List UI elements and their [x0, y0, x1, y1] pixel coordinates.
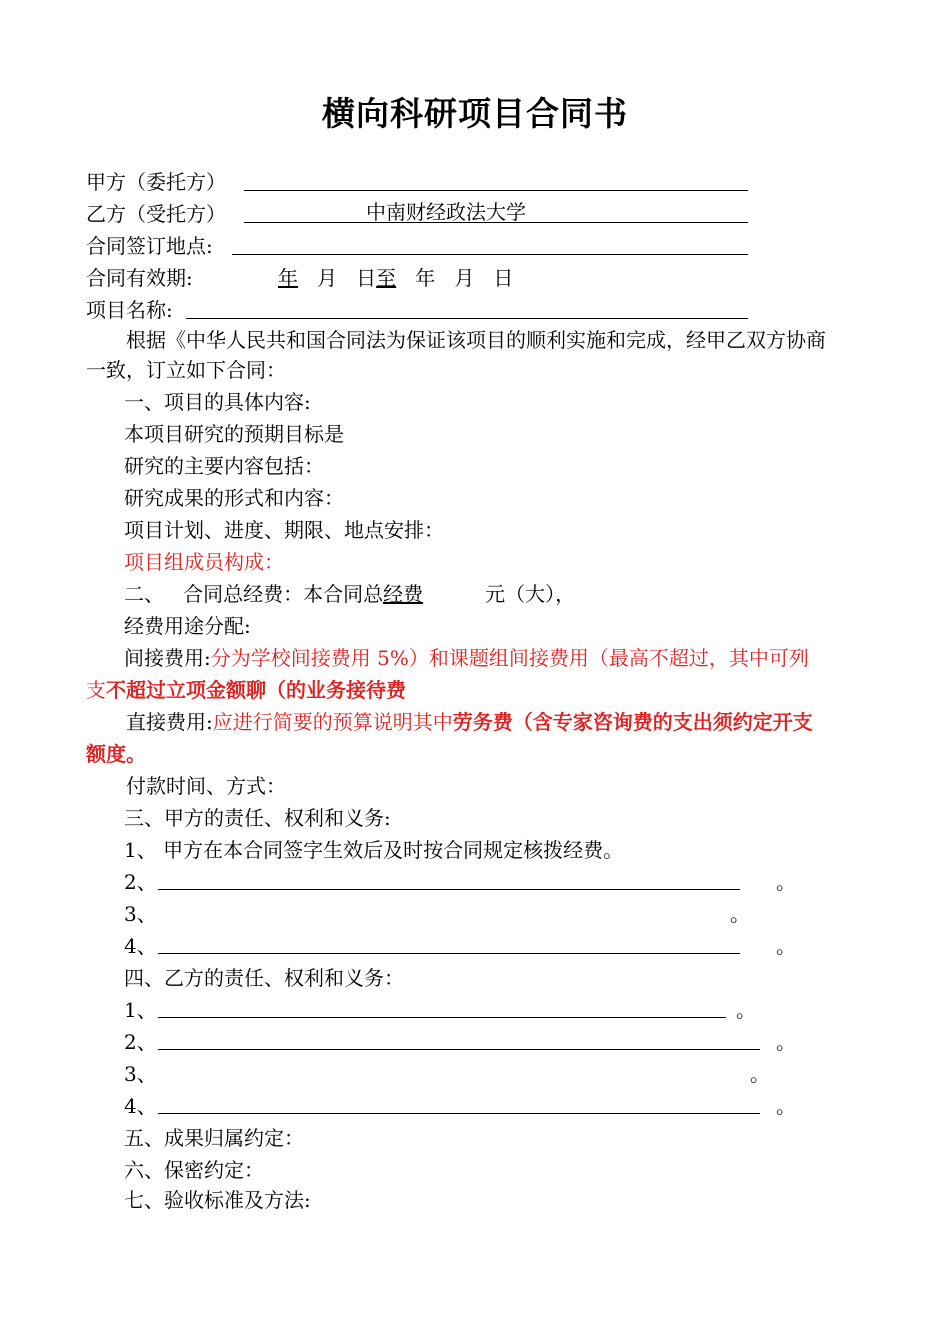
section4-item-4-number: 4、: [124, 1094, 157, 1118]
section1-members: 项目组成员构成：: [124, 550, 284, 574]
indirect-text-2a: 支: [86, 678, 106, 702]
section4-item-2-number: 2、: [124, 1030, 157, 1054]
validity-month-start: 月: [317, 266, 338, 290]
section5-heading: 五、成果归属约定：: [124, 1126, 304, 1150]
party-a-label: 甲方（委托方）: [86, 170, 226, 194]
section2-funds-word: 经费: [383, 582, 424, 606]
intro-line-2: 一致，订立如下合同：: [86, 358, 286, 382]
section4-item-2-period: 。: [776, 1030, 796, 1054]
intro-line-1: 根据《中华人民共和国合同法为保证该项目的顺利实施和完成，经甲乙双方协商: [126, 328, 826, 352]
validity-month-end: 月: [454, 266, 475, 290]
section1-heading: 一、项目的具体内容:: [124, 390, 311, 414]
section1-result: 研究成果的形式和内容：: [124, 486, 344, 510]
section2-usage: 经费用途分配:: [124, 614, 251, 638]
section2-number: 二、: [124, 582, 164, 606]
validity-row: [86, 264, 193, 292]
section7-heading: 七、验收标准及方法:: [124, 1188, 311, 1212]
indirect-label: 间接费用:: [124, 646, 211, 670]
section2-payment: 付款时间、方式：: [126, 774, 286, 798]
section6-heading: 六、保密约定：: [124, 1158, 264, 1182]
section3-item-3-period: 。: [730, 902, 750, 926]
sign-place-blank[interactable]: [232, 254, 748, 255]
party-b-row: [86, 200, 226, 228]
validity-year-end: 年: [415, 266, 436, 290]
section3-heading: 三、甲方的责任、权利和义务:: [124, 806, 391, 830]
section3-item-4-period: 。: [776, 934, 796, 958]
validity-dates: [278, 264, 513, 292]
sign-place-label: 合同签订地点:: [86, 234, 213, 258]
section2-title: 合同总经费：本合同总: [183, 582, 384, 606]
section1-goal: 本项目研究的预期目标是: [124, 422, 344, 446]
section3-item-3-number: 3、: [124, 902, 157, 926]
section4-item-4-period: 。: [776, 1094, 796, 1118]
section2-heading: [124, 580, 575, 608]
indirect-text-2b: 不超过立项金额聊（的业务接待费: [106, 678, 406, 702]
party-b-value: 中南财经政法大学: [366, 200, 526, 224]
section2-direct-row: [126, 708, 813, 736]
validity-label: 合同有效期:: [86, 266, 193, 290]
document-title: 横向科研项目合同书: [322, 94, 628, 133]
project-name-blank[interactable]: [186, 318, 748, 319]
section4-item-4-blank[interactable]: [158, 1113, 760, 1114]
section4-heading: 四、乙方的责任、权利和义务：: [124, 966, 404, 990]
section3-item-1: 1、 甲方在本合同签字生效后及时按合同规定核拨经费。: [124, 838, 624, 862]
section4-item-1-blank[interactable]: [158, 1017, 726, 1018]
section3-item-4-number: 4、: [124, 934, 157, 958]
project-name-label: 项目名称:: [86, 298, 173, 322]
section1-content: 研究的主要内容包括：: [124, 454, 324, 478]
section1-plan: 项目计划、进度、期限、地点安排：: [124, 518, 444, 542]
party-a-blank[interactable]: [244, 190, 748, 191]
section4-item-1-period: 。: [736, 998, 756, 1022]
validity-day-start: 日: [356, 266, 377, 290]
validity-day-end: 日: [493, 266, 514, 290]
validity-to: 至: [376, 266, 397, 290]
party-b-label: 乙方（受托方）: [86, 202, 226, 226]
direct-text-1: 应进行简要的预算说明其中: [212, 710, 453, 734]
section3-item-2-period: 。: [776, 870, 796, 894]
section3-item-4-blank[interactable]: [158, 953, 740, 954]
section4-item-2-blank[interactable]: [158, 1049, 760, 1050]
validity-year-start: 年: [278, 266, 298, 290]
section2-indirect-row: [124, 644, 809, 672]
indirect-text-1: 分为学校间接费用 5%）和课题组间接费用（最高不超过，其中可列: [210, 646, 809, 670]
section2-amount-unit: 元（大），: [485, 582, 576, 606]
section2-indirect-row-2: [86, 676, 406, 704]
section4-item-1-number: 1、: [124, 998, 157, 1022]
direct-text-bold-2: 额度。: [86, 742, 146, 766]
section4-item-3-number: 3、: [124, 1062, 157, 1086]
section3-item-2-number: 2、: [124, 870, 157, 894]
section4-item-3-period: 。: [750, 1062, 770, 1086]
section3-item-2-blank[interactable]: [158, 889, 740, 890]
direct-label: 直接费用:: [126, 710, 213, 734]
party-a-row: [86, 168, 226, 196]
direct-text-bold-1: 劳务费（含专家咨询费的支出须约定开支: [452, 710, 813, 734]
